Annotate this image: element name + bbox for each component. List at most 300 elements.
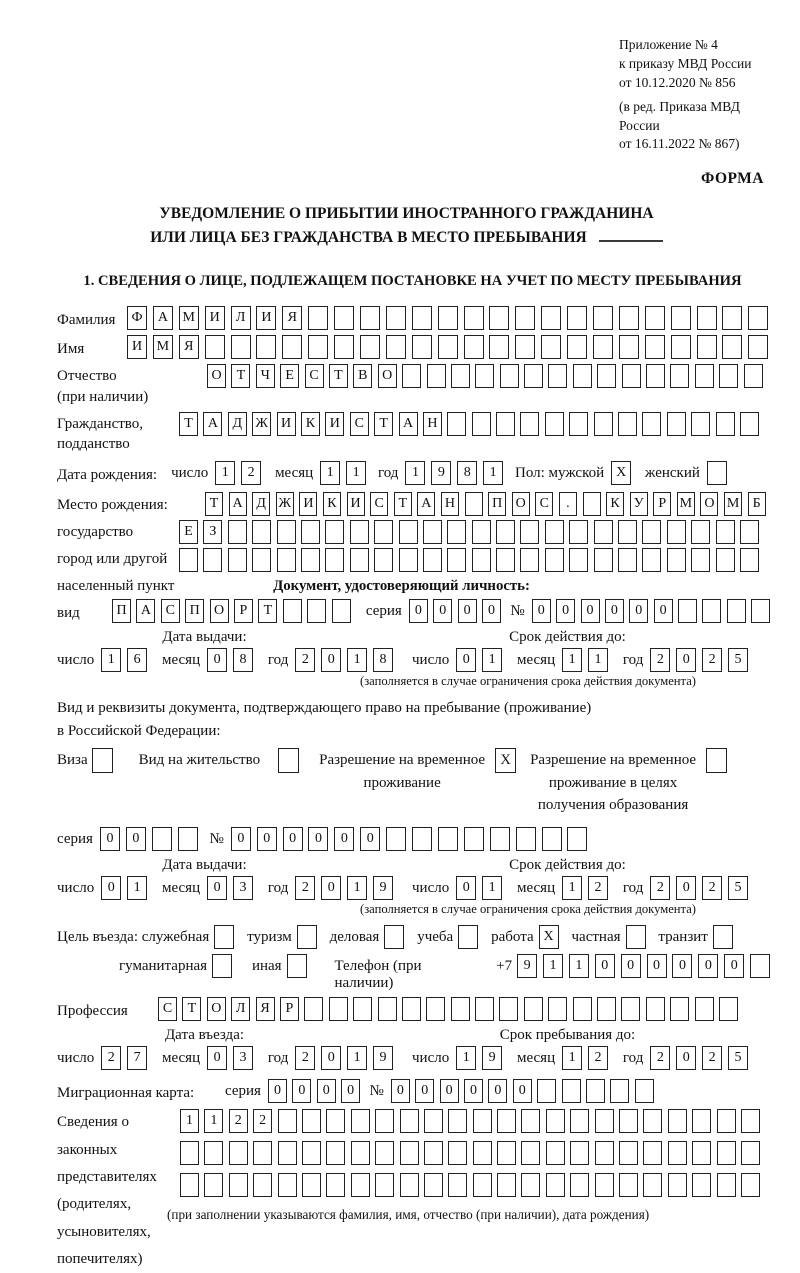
legal-reps-note: (при заполнении указываются фамилия, имя, отчество (при наличии), дата рождения)	[167, 1207, 650, 1223]
char-cell	[716, 548, 735, 572]
char-cell	[748, 306, 768, 330]
patronymic-field[interactable]	[207, 364, 768, 388]
doc-issue-year-field[interactable]	[295, 648, 399, 672]
char-cell	[214, 925, 234, 949]
char-cell: 0	[334, 827, 354, 851]
char-cell	[489, 306, 509, 330]
char-cell: 2	[588, 876, 608, 900]
char-cell	[618, 548, 637, 572]
char-cell	[570, 1141, 589, 1165]
char-cell: Р	[653, 492, 671, 516]
char-cell	[301, 548, 320, 572]
char-cell	[472, 520, 491, 544]
char-cell: 0	[321, 876, 341, 900]
temp-residence-checkbox[interactable]: X	[495, 748, 516, 773]
char-cell	[253, 1173, 272, 1197]
purpose-option	[658, 925, 738, 949]
char-cell: Т	[182, 997, 201, 1021]
char-cell: М	[153, 335, 173, 359]
identity-doc-heading: Документ, удостоверяющий личность:	[273, 577, 530, 594]
char-cell	[537, 1079, 556, 1103]
purpose-humanitarian-label: гуманитарная	[119, 957, 208, 974]
stay-doc-intro	[57, 697, 776, 744]
doc-expiry-day-field[interactable]	[456, 648, 508, 672]
char-cell	[447, 548, 466, 572]
char-cell	[569, 412, 588, 436]
char-cell	[619, 306, 639, 330]
char-cell	[204, 1173, 223, 1197]
stay-doc-issue-day-label: число	[57, 879, 95, 896]
char-cell: К	[606, 492, 624, 516]
purpose-transit-checkbox[interactable]	[713, 925, 739, 949]
doc-issue-day-field[interactable]	[101, 648, 153, 672]
char-cell	[278, 1173, 297, 1197]
char-cell: 1	[347, 1046, 367, 1070]
char-cell: 0	[676, 1046, 696, 1070]
annex-header	[619, 36, 776, 154]
char-cell: 0	[292, 1079, 311, 1103]
char-cell: 9	[373, 876, 393, 900]
annex-amend-line: (в ред. Приказа МВД России	[619, 98, 740, 133]
stay-doc-types	[57, 747, 776, 817]
char-cell	[692, 1109, 711, 1133]
char-cell	[546, 1173, 565, 1197]
stay-doc-expiry-heading: Срок действия до:	[509, 856, 626, 873]
char-cell	[716, 412, 735, 436]
char-cell	[521, 1109, 540, 1133]
doc-issue-year-label: год	[267, 651, 289, 668]
char-cell	[228, 548, 247, 572]
birth-month-field[interactable]	[320, 461, 372, 485]
char-cell	[402, 364, 421, 388]
char-cell	[304, 997, 323, 1021]
stay-doc-issue-month-field[interactable]	[207, 876, 259, 900]
legal-reps-label-line: попечителях)	[57, 1250, 143, 1267]
char-cell	[423, 548, 442, 572]
char-cell	[180, 1173, 199, 1197]
phone-field[interactable]	[517, 954, 776, 978]
char-cell: 1	[569, 954, 589, 978]
birth-year-field[interactable]	[405, 461, 509, 485]
char-cell: 1	[456, 1046, 476, 1070]
edu-residence-label-line2: проживание в целях	[548, 774, 678, 791]
temp-residence-label-line1: Разрешение на временное	[319, 752, 486, 769]
temp-residence-option	[319, 747, 516, 794]
doc-expiry-note: (заполняется в случае ограничения срока действия документа)	[360, 673, 696, 688]
char-cell	[597, 997, 616, 1021]
char-cell: 9	[517, 954, 537, 978]
char-cell	[204, 1141, 223, 1165]
char-cell: 5	[728, 1046, 748, 1070]
purpose-label: Цель въезда: служебная	[57, 928, 210, 945]
sex-female-checkbox[interactable]	[707, 461, 733, 485]
birth-place-row3-field[interactable]	[179, 548, 776, 572]
char-cell: 9	[373, 1046, 393, 1070]
char-cell	[702, 599, 721, 623]
legal-reps-label-line: (родителях,	[57, 1196, 132, 1213]
char-cell	[668, 1173, 687, 1197]
birth-place-label-line1: Место рождения:	[57, 496, 168, 513]
doc-type-field[interactable]	[112, 599, 356, 623]
char-cell: 1	[347, 876, 367, 900]
char-cell	[667, 520, 686, 544]
stay-doc-expiry-day-field[interactable]	[456, 876, 508, 900]
char-cell: 2	[650, 648, 670, 672]
form-label: ФОРМА	[700, 170, 764, 188]
char-cell	[626, 925, 646, 949]
doc-number-label: №	[510, 602, 525, 619]
char-cell	[402, 997, 421, 1021]
char-cell: А	[136, 599, 155, 623]
char-cell	[500, 364, 519, 388]
char-cell: 1	[543, 954, 563, 978]
char-cell	[325, 548, 344, 572]
char-cell	[203, 548, 222, 572]
char-cell: 0	[456, 876, 476, 900]
stay-year-field[interactable]	[650, 1046, 754, 1070]
purpose-private-checkbox[interactable]	[626, 925, 652, 949]
legal-reps-row2-field[interactable]	[180, 1141, 776, 1165]
purpose-option	[330, 925, 411, 949]
char-cell: Н	[423, 412, 442, 436]
char-cell: 2	[702, 648, 722, 672]
char-cell	[375, 1141, 394, 1165]
char-cell: А	[153, 306, 173, 330]
char-cell: X	[611, 461, 631, 485]
char-cell: Р	[234, 599, 253, 623]
char-cell: И	[277, 412, 296, 436]
purpose-option-label: транзит	[658, 928, 708, 945]
char-cell	[618, 520, 637, 544]
char-cell: 0	[126, 827, 146, 851]
stay-doc-issue-year-field[interactable]	[295, 876, 399, 900]
char-cell	[497, 1173, 516, 1197]
entry-year-field[interactable]	[295, 1046, 399, 1070]
char-cell: 0	[433, 599, 452, 623]
birth-year-label: год	[377, 465, 399, 482]
char-cell: 0	[698, 954, 718, 978]
stay-doc-expiry-year-field[interactable]	[650, 876, 754, 900]
doc-type-label: вид	[57, 604, 80, 621]
char-cell	[400, 1109, 419, 1133]
char-cell: К	[323, 492, 341, 516]
char-cell	[691, 412, 710, 436]
char-cell: Т	[179, 412, 198, 436]
profession-label: Профессия	[57, 1002, 128, 1019]
stay-day-field[interactable]	[456, 1046, 508, 1070]
doc-expiry-year-label: год	[622, 651, 644, 668]
char-cell: 2	[295, 648, 315, 672]
doc-issue-month-label: месяц	[162, 651, 201, 668]
char-cell	[464, 335, 484, 359]
edu-residence-label-line1: Разрешение на временное	[530, 752, 697, 769]
purpose-option-label: туризм	[247, 928, 292, 945]
char-cell	[277, 548, 296, 572]
char-cell	[447, 412, 466, 436]
visa-checkbox[interactable]	[92, 748, 113, 773]
char-cell	[541, 306, 561, 330]
purpose-business2-checkbox[interactable]	[384, 925, 410, 949]
stay-doc-series-label: серия	[57, 830, 93, 847]
char-cell	[619, 335, 639, 359]
char-cell	[253, 1141, 272, 1165]
char-cell	[594, 520, 613, 544]
char-cell: 0	[556, 599, 575, 623]
section1-heading: 1. СВЕДЕНИЯ О ЛИЦЕ, ПОДЛЕЖАЩЕМ ПОСТАНОВКЕ НА УЧЕТ ПО МЕСТУ ПРЕБЫВАНИЯ	[83, 272, 742, 289]
legal-reps-label	[57, 1109, 157, 1273]
char-cell: 0	[513, 1079, 532, 1103]
char-cell: Ф	[127, 306, 147, 330]
stay-doc-series-field[interactable]	[100, 827, 204, 851]
phone-label: Телефон (при наличии)	[334, 957, 422, 991]
char-cell: Т	[394, 492, 412, 516]
birth-day-field[interactable]	[215, 461, 267, 485]
char-cell	[595, 1109, 614, 1133]
char-cell	[448, 1109, 467, 1133]
char-cell: 2	[702, 1046, 722, 1070]
char-cell: 5	[728, 876, 748, 900]
char-cell	[412, 306, 432, 330]
entry-stay-dates	[57, 1027, 776, 1070]
char-cell: 0	[391, 1079, 410, 1103]
char-cell: 0	[360, 827, 380, 851]
char-cell	[619, 1109, 638, 1133]
purpose-row2	[119, 954, 776, 992]
annex-amend-line: от 16.11.2022 № 867)	[619, 136, 740, 152]
mc-series-field[interactable]	[268, 1079, 366, 1103]
char-cell: 9	[431, 461, 451, 485]
stay-doc-issue-day-field[interactable]	[101, 876, 153, 900]
citizenship-label-line1: Гражданство,	[57, 415, 144, 432]
char-cell	[716, 520, 735, 544]
char-cell	[670, 997, 689, 1021]
stay-doc-expiry-month-field[interactable]	[562, 876, 614, 900]
char-cell	[287, 954, 307, 978]
char-cell: М	[179, 306, 199, 330]
char-cell	[645, 306, 665, 330]
purpose-other-label: иная	[251, 957, 282, 974]
char-cell	[740, 520, 759, 544]
char-cell: X	[539, 925, 559, 949]
char-cell	[427, 364, 446, 388]
char-cell	[499, 997, 518, 1021]
char-cell	[179, 548, 198, 572]
char-cell	[750, 954, 770, 978]
char-cell	[252, 548, 271, 572]
char-cell: 5	[728, 648, 748, 672]
char-cell	[595, 1173, 614, 1197]
char-cell	[642, 520, 661, 544]
char-cell: 0	[605, 599, 624, 623]
char-cell: 1	[405, 461, 425, 485]
stay-month-label: месяц	[517, 1050, 556, 1067]
char-cell	[570, 1109, 589, 1133]
char-cell	[717, 1141, 736, 1165]
doc-expiry-month-field[interactable]	[562, 648, 614, 672]
sex-male-checkbox[interactable]	[611, 461, 637, 485]
stay-doc-expiry-month-label: месяц	[517, 879, 556, 896]
char-cell: С	[370, 492, 388, 516]
mc-number-field[interactable]	[391, 1079, 659, 1103]
stay-month-field[interactable]	[562, 1046, 614, 1070]
purpose-business-checkbox[interactable]	[214, 925, 240, 949]
stay-day-label: число	[412, 1050, 450, 1067]
doc-expiry-year-field[interactable]	[650, 648, 754, 672]
char-cell	[567, 335, 587, 359]
char-cell: 1	[588, 648, 608, 672]
char-cell	[695, 997, 714, 1021]
char-cell: 1	[482, 648, 502, 672]
sex-female-label: женский	[645, 465, 700, 482]
char-cell	[302, 1109, 321, 1133]
char-cell	[548, 364, 567, 388]
citizenship-field[interactable]	[179, 412, 764, 436]
edu-residence-checkbox[interactable]	[706, 748, 727, 773]
char-cell	[692, 1141, 711, 1165]
legal-reps-row3-field[interactable]	[180, 1173, 776, 1197]
char-cell	[451, 997, 470, 1021]
char-cell: 9	[482, 1046, 502, 1070]
char-cell	[325, 520, 344, 544]
char-cell	[496, 412, 515, 436]
purpose-tourism-checkbox[interactable]	[297, 925, 323, 949]
stay-doc-intro-line2: в Российской Федерации:	[57, 723, 221, 740]
edu-residence-option	[530, 747, 727, 817]
purpose-work-checkbox[interactable]	[539, 925, 565, 949]
given-name-field[interactable]	[127, 335, 774, 359]
char-cell	[515, 306, 535, 330]
char-cell	[375, 1173, 394, 1197]
birth-place-row1-field[interactable]	[205, 492, 776, 516]
char-cell	[619, 1173, 638, 1197]
char-cell	[283, 599, 302, 623]
char-cell	[497, 1109, 516, 1133]
entry-date-heading: Дата въезда:	[164, 1027, 245, 1044]
char-cell: Я	[256, 997, 275, 1021]
stay-doc-number-field[interactable]	[231, 827, 593, 851]
char-cell	[719, 997, 738, 1021]
char-cell	[386, 335, 406, 359]
char-cell	[278, 1109, 297, 1133]
legal-reps-label-line: Сведения о	[57, 1114, 129, 1131]
char-cell	[473, 1173, 492, 1197]
purpose-humanitarian-checkbox[interactable]	[212, 954, 238, 978]
char-cell	[256, 335, 276, 359]
entry-month-label: месяц	[162, 1050, 201, 1067]
char-cell	[375, 1109, 394, 1133]
char-cell: З	[203, 520, 222, 544]
char-cell	[438, 827, 458, 851]
char-cell	[618, 412, 637, 436]
char-cell: 1	[127, 876, 147, 900]
char-cell	[569, 548, 588, 572]
visa-label: Виза	[57, 752, 88, 769]
char-cell	[668, 1109, 687, 1133]
char-cell	[567, 827, 587, 851]
birth-day-label: число	[171, 465, 209, 482]
char-cell	[496, 548, 515, 572]
char-cell	[691, 548, 710, 572]
form-title-line1: УВЕДОМЛЕНИЕ О ПРИБЫТИИ ИНОСТРАННОГО ГРАЖДАНИНА	[159, 205, 654, 223]
char-cell	[351, 1141, 370, 1165]
purpose-other-checkbox[interactable]	[287, 954, 313, 978]
legal-reps-label-line: усыновителях,	[57, 1223, 151, 1240]
residence-permit-checkbox[interactable]	[278, 748, 299, 773]
doc-series-field[interactable]	[409, 599, 507, 623]
doc-issue-day-label: число	[57, 651, 95, 668]
char-cell	[438, 306, 458, 330]
entry-day-field[interactable]	[101, 1046, 153, 1070]
legal-reps-row1-field[interactable]	[180, 1109, 776, 1133]
char-cell	[351, 1109, 370, 1133]
char-cell: О	[207, 364, 226, 388]
char-cell	[282, 335, 302, 359]
char-cell: П	[488, 492, 506, 516]
char-cell	[521, 1173, 540, 1197]
char-cell	[751, 599, 770, 623]
char-cell	[610, 1079, 629, 1103]
char-cell: 1	[204, 1109, 223, 1133]
mc-number-label: №	[369, 1083, 384, 1100]
char-cell: Д	[228, 412, 247, 436]
char-cell	[520, 412, 539, 436]
purpose-option-label: деловая	[329, 928, 380, 945]
char-cell	[642, 412, 661, 436]
char-cell	[496, 520, 515, 544]
char-cell: 0	[724, 954, 744, 978]
char-cell	[278, 1141, 297, 1165]
char-cell	[646, 364, 665, 388]
profession-field[interactable]	[158, 997, 743, 1021]
surname-label: Фамилия	[57, 311, 116, 328]
char-cell	[741, 1141, 760, 1165]
char-cell	[619, 1141, 638, 1165]
char-cell: Л	[231, 997, 250, 1021]
char-cell	[722, 306, 742, 330]
doc-issue-month-field[interactable]	[207, 648, 259, 672]
char-cell: С	[305, 364, 324, 388]
char-cell	[520, 548, 539, 572]
birth-place-label-line2: государство	[57, 523, 134, 540]
stay-doc-expiry-note: (заполняется в случае ограничения срока действия документа)	[360, 901, 696, 916]
char-cell	[643, 1141, 662, 1165]
birth-place-row2-field[interactable]	[179, 520, 776, 544]
char-cell	[351, 1173, 370, 1197]
char-cell	[595, 1141, 614, 1165]
purpose-study-checkbox[interactable]	[458, 925, 484, 949]
char-cell	[326, 1173, 345, 1197]
surname-field[interactable]	[127, 306, 774, 330]
char-cell	[593, 306, 613, 330]
entry-month-field[interactable]	[207, 1046, 259, 1070]
purpose-option	[572, 925, 652, 949]
char-cell: 2	[295, 876, 315, 900]
char-cell	[472, 548, 491, 572]
temp-residence-label	[319, 747, 485, 794]
doc-number-field[interactable]	[532, 599, 776, 623]
purpose-option	[247, 925, 322, 949]
char-cell: И	[256, 306, 276, 330]
char-cell	[334, 306, 354, 330]
doc-expiry-day-label: число	[412, 651, 450, 668]
char-cell	[740, 548, 759, 572]
char-cell	[447, 520, 466, 544]
char-cell: 7	[127, 1046, 147, 1070]
char-cell	[438, 335, 458, 359]
char-cell: А	[203, 412, 222, 436]
char-cell: 0	[207, 876, 227, 900]
char-cell: 1	[346, 461, 366, 485]
